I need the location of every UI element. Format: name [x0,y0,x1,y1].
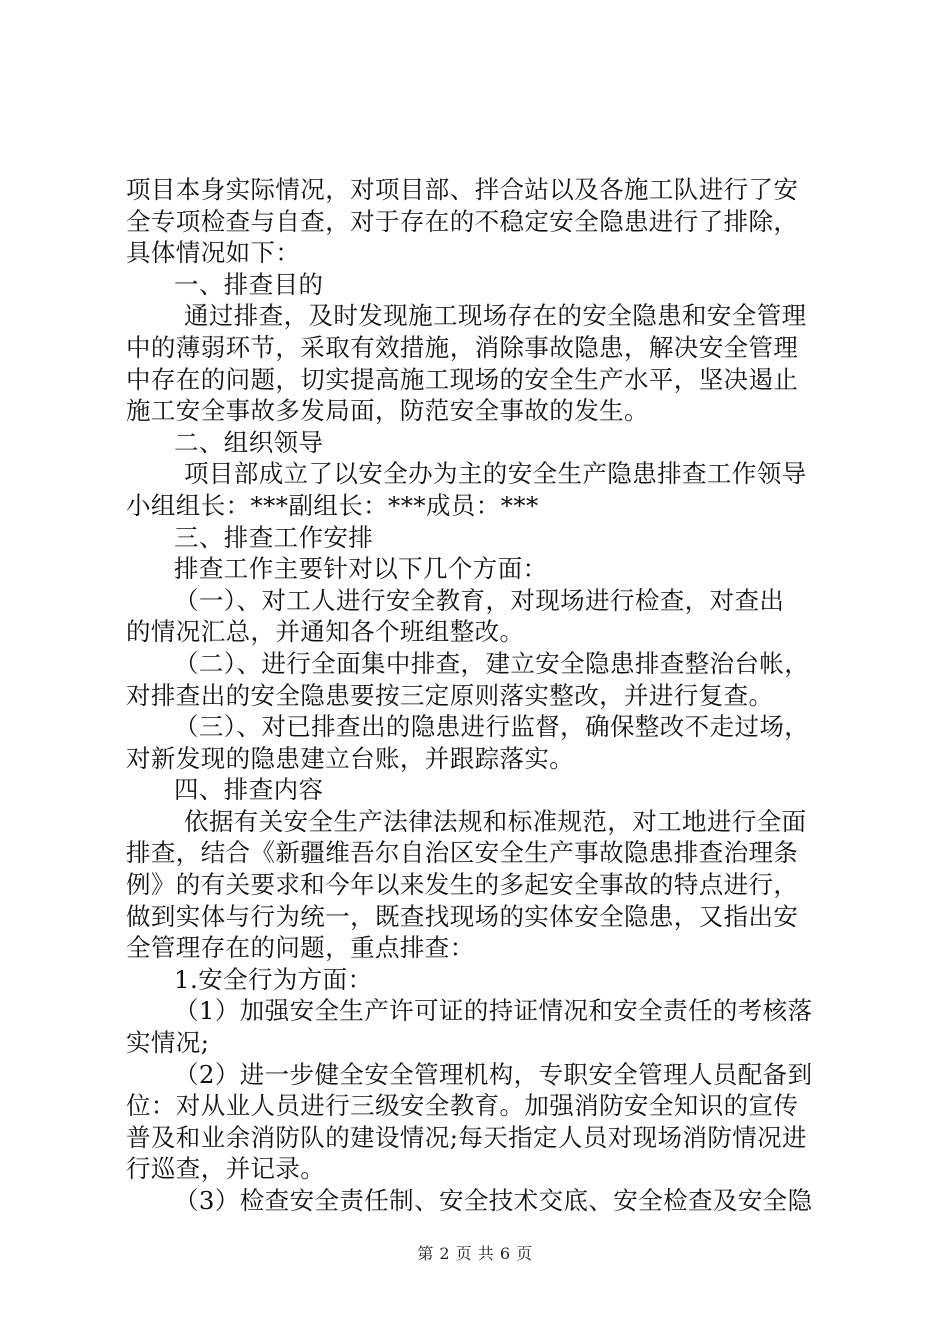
text-line: 中的薄弱环节，采取有效措施，消除事故隐患，解决安全管理 [126,332,799,362]
text-line: 依据有关安全生产法律法规和标准规范，对工地进行全面 [184,806,807,836]
text-line: 对新发现的隐患建立台账，并跟踪落实。 [126,743,575,773]
text-line: 例》的有关要求和今年以来发生的多起安全事故的特点进行， [126,870,799,900]
text-line: 排查工作主要针对以下几个方面： [174,554,548,584]
text-line: 1.安全行为方面： [174,964,373,994]
text-line: 三、排查工作安排 [174,522,374,552]
text-line: 全专项检查与自查，对于存在的不稳定安全隐患进行了排除， [126,206,799,236]
text-line: 施工安全事故多发局面，防范安全事故的发生。 [126,396,649,426]
text-line: 小组组长：***副组长：***成员：*** [126,490,539,520]
text-line: （3）检查安全责任制、安全技术交底、安全检查及安全隐 [174,1186,813,1215]
text-line: （二）、进行全面集中排查，建立安全隐患排查整治台帐， [174,648,810,678]
text-line: 具体情况如下： [126,238,301,268]
text-line: 做到实体与行为统一，既查找现场的实体安全隐患，又指出安 [126,901,799,931]
text-line: 四、排查内容 [174,775,324,805]
text-line: 一、排查目的 [174,269,324,299]
text-line: 通过排查，及时发现施工现场存在的安全隐患和安全管理 [184,301,807,331]
text-line: 二、组织领导 [174,427,324,457]
document-body [126,174,836,1217]
text-line: 位：对从业人员进行三级安全教育。加强消防安全知识的宣传 [126,1091,799,1121]
text-line: 项目本身实际情况，对项目部、拌合站以及各施工队进行了安 [126,175,799,204]
text-line: 对排查出的安全隐患要按三定原则落实整改，并进行复查。 [126,680,774,710]
text-line: 普及和业余消防队的建设情况;每天指定人员对现场消防情况进 [126,1122,807,1152]
text-line: 中存在的问题，切实提高施工现场的安全生产水平，坚决遏止 [126,364,799,394]
text-line: （三）、对已排查出的隐患进行监督，确保整改不走过场， [174,712,810,742]
text-line: 实情况; [126,1028,210,1058]
text-line: 排查，结合《新疆维吾尔自治区安全生产事故隐患排查治理条 [126,838,799,868]
text-line: 行巡查，并记录。 [126,1154,326,1184]
text-line: 的情况汇总，并通知各个班组整改。 [126,617,525,647]
text-line: （一）、对工人进行安全教育，对现场进行检查，对查出 [174,585,785,615]
text-line: 全管理存在的问题，重点排查： [126,933,475,963]
text-line: （2）进一步健全安全管理机构，专职安全管理人员配备到 [174,1059,813,1089]
text-line: 项目部成立了以安全办为主的安全生产隐患排查工作领导 [184,459,807,489]
page-number-footer: 第 2 页 共 6 页 [417,1244,533,1263]
text-line: （1）加强安全生产许可证的持证情况和安全责任的考核落 [174,996,813,1026]
